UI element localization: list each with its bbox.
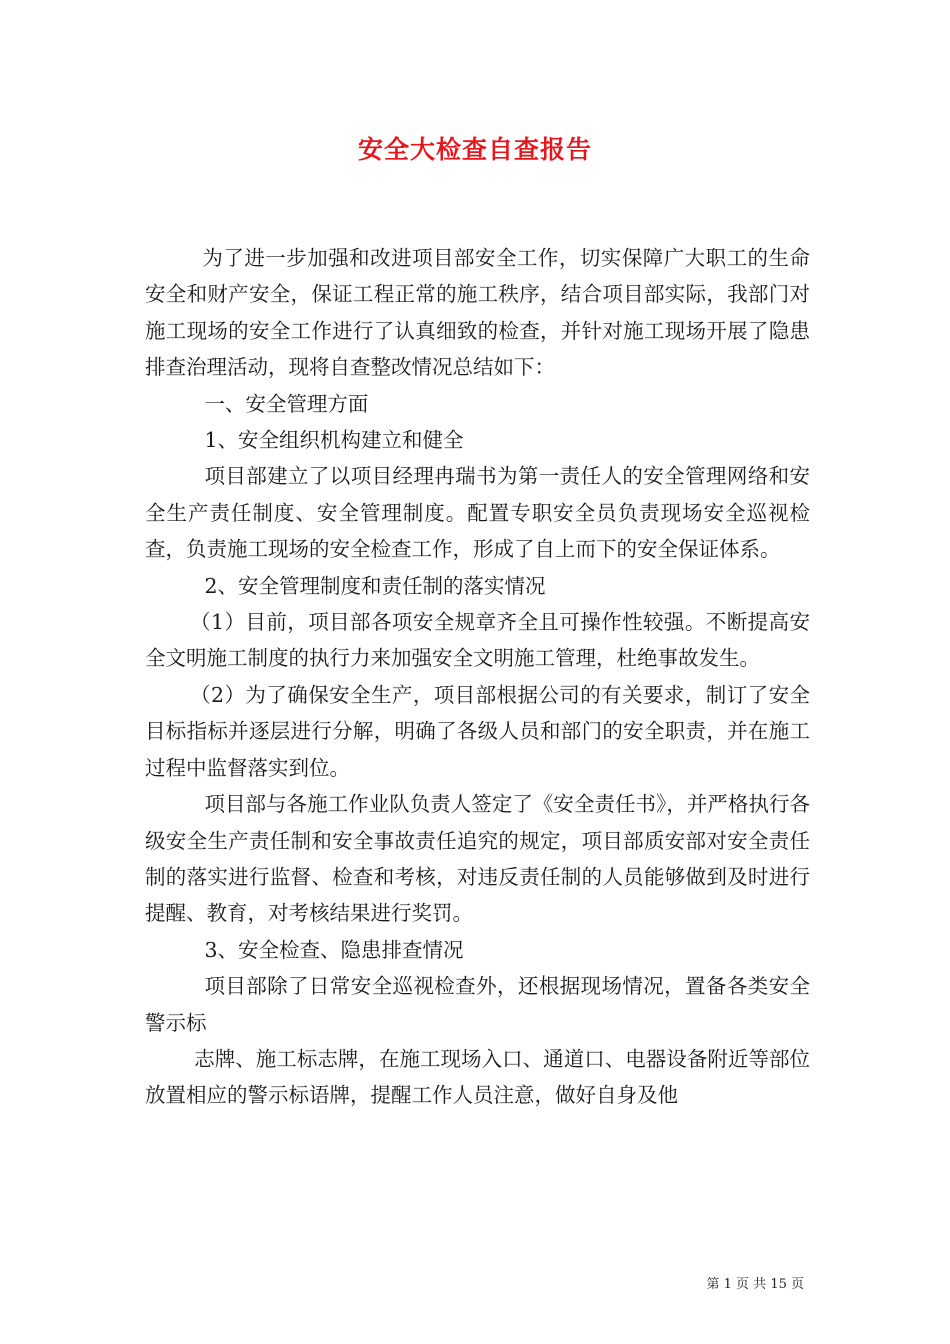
subsection-heading: 1、安全组织机构建立和健全 [204, 428, 464, 453]
subsection-heading: 2、安全管理制度和责任制的落实情况 [204, 573, 546, 598]
section-heading: 一、安全管理方面 [204, 391, 369, 416]
body-paragraph: 项目部建立了以项目经理冉瑞书为第一责任人的安全管理网络和安全生产责任制度、安全管理制度。配置专职安全员负责现场安全巡视检查，负责施工现场的安全检查工作，形成了自上而下的安全保证体系。 [145, 464, 810, 562]
body-paragraph: 项目部除了日常安全巡视检查外，还根据现场情况，置备各类安全警示标 [145, 974, 810, 1035]
page-title: 安全大检查自查报告 [357, 135, 592, 164]
numbered-paragraph: （1）目前，项目部各项安全规章齐全且可操作性较强。不断提高安全文明施工制度的执行力来加强安全文明施工管理，杜绝事故发生。 [145, 610, 810, 671]
document-body [145, 240, 810, 1114]
body-paragraph: 志牌、施工标志牌，在施工现场入口、通道口、电器设备附近等部位放置相应的警示标语牌，提醒工作人员注意，做好自身及他 [145, 1046, 810, 1108]
intro-paragraph: 为了进一步加强和改进项目部安全工作，切实保障广大职工的生命安全和财产安全，保证工程正常的施工秩序，结合项目部实际，我部门对施工现场的安全工作进行了认真细致的检查，并针对施工现场开展了隐患排查治理活动，现将自查整改情况总结如下： [145, 246, 810, 380]
page-number: 第 1 页 共 15 页 [706, 1277, 804, 1292]
subsection-heading: 3、安全检查、隐患排查情况 [204, 937, 464, 962]
numbered-paragraph: （2）为了确保安全生产，项目部根据公司的有关要求，制订了安全目标指标并逐层进行分解，明确了各级人员和部门的安全职责，并在施工过程中监督落实到位。 [145, 682, 810, 780]
body-paragraph: 项目部与各施工作业队负责人签定了《安全责任书》，并严格执行各级安全生产责任制和安全事故责任追究的规定，项目部质安部对安全责任制的落实进行监督、检查和考核，对违反责任制的人员能够做到及时进行提醒、教育，对考核结果进行奖罚。 [145, 792, 810, 926]
